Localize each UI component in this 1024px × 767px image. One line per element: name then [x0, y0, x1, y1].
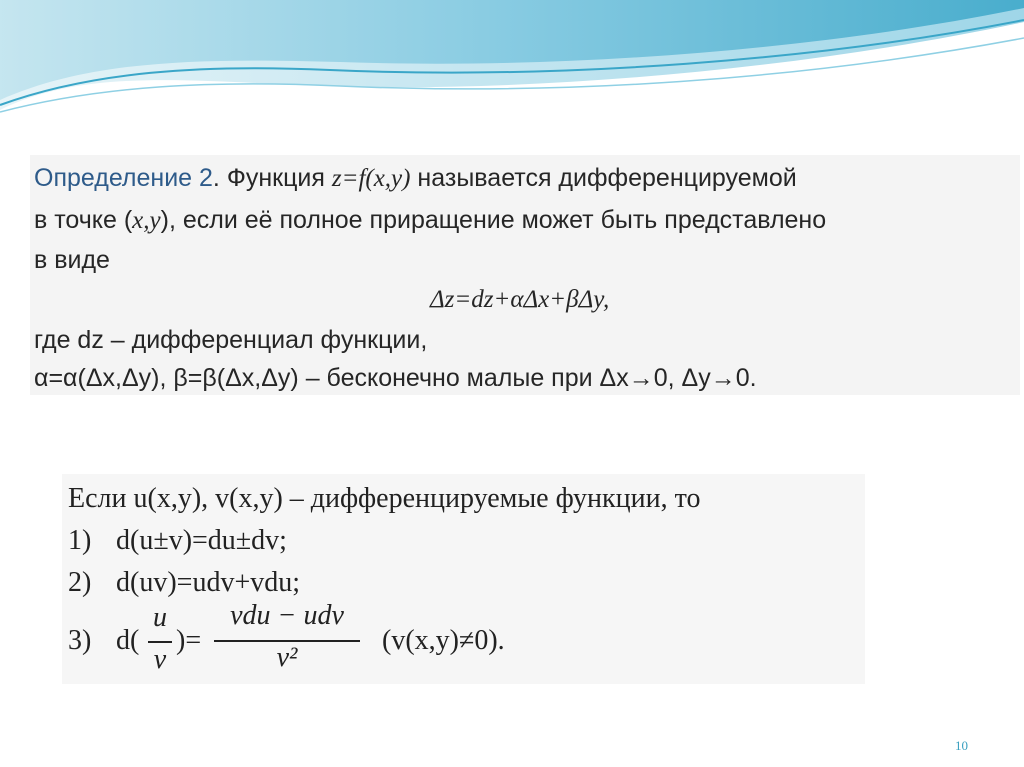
- rule-3-d: d(: [116, 625, 140, 656]
- definition-line-3: в виде: [34, 246, 110, 274]
- definition-line-5: где dz – дифференциал функции,: [34, 326, 428, 354]
- rule-3-number: 3): [68, 625, 92, 656]
- definition-line-2: в точке (x,y), если её полное приращение может быть представлено: [34, 206, 827, 234]
- definition-label: Определение 2: [34, 164, 213, 192]
- rules-intro: Если u(x,y), v(x,y) – дифференцируемые функции, то: [68, 483, 701, 514]
- fraction-v-denominator: v: [153, 644, 167, 675]
- rule-2-number: 2): [68, 567, 92, 598]
- definition-block: [30, 155, 1020, 395]
- fraction-denominator: v²: [276, 642, 298, 673]
- differential-formula: Δz=dz+αΔx+βΔy,: [430, 286, 610, 313]
- rule-1: d(u±v)=du±dv;: [116, 525, 287, 556]
- definition-line-1: Определение 2. Функция z=f(x,y) называется дифференцируемой: [34, 164, 797, 192]
- rule-2: d(uv)=udv+vdu;: [116, 567, 301, 598]
- wave-header-decoration: [0, 0, 1024, 140]
- rule-3-condition: (v(x,y)≠0).: [382, 625, 505, 656]
- page-number: 10: [955, 738, 968, 753]
- fraction-numerator: vdu − udv: [230, 600, 344, 631]
- fraction-u-bar: [148, 641, 172, 643]
- rule-1-number: 1): [68, 525, 92, 556]
- rule-3-close: )=: [176, 625, 202, 656]
- definition-line-6: α=α(Δx,Δy), β=β(Δx,Δy) – бесконечно малые при Δx→0, Δy→0.: [34, 364, 757, 392]
- rules-block: [62, 474, 865, 684]
- fraction-u-numerator: u: [153, 602, 167, 633]
